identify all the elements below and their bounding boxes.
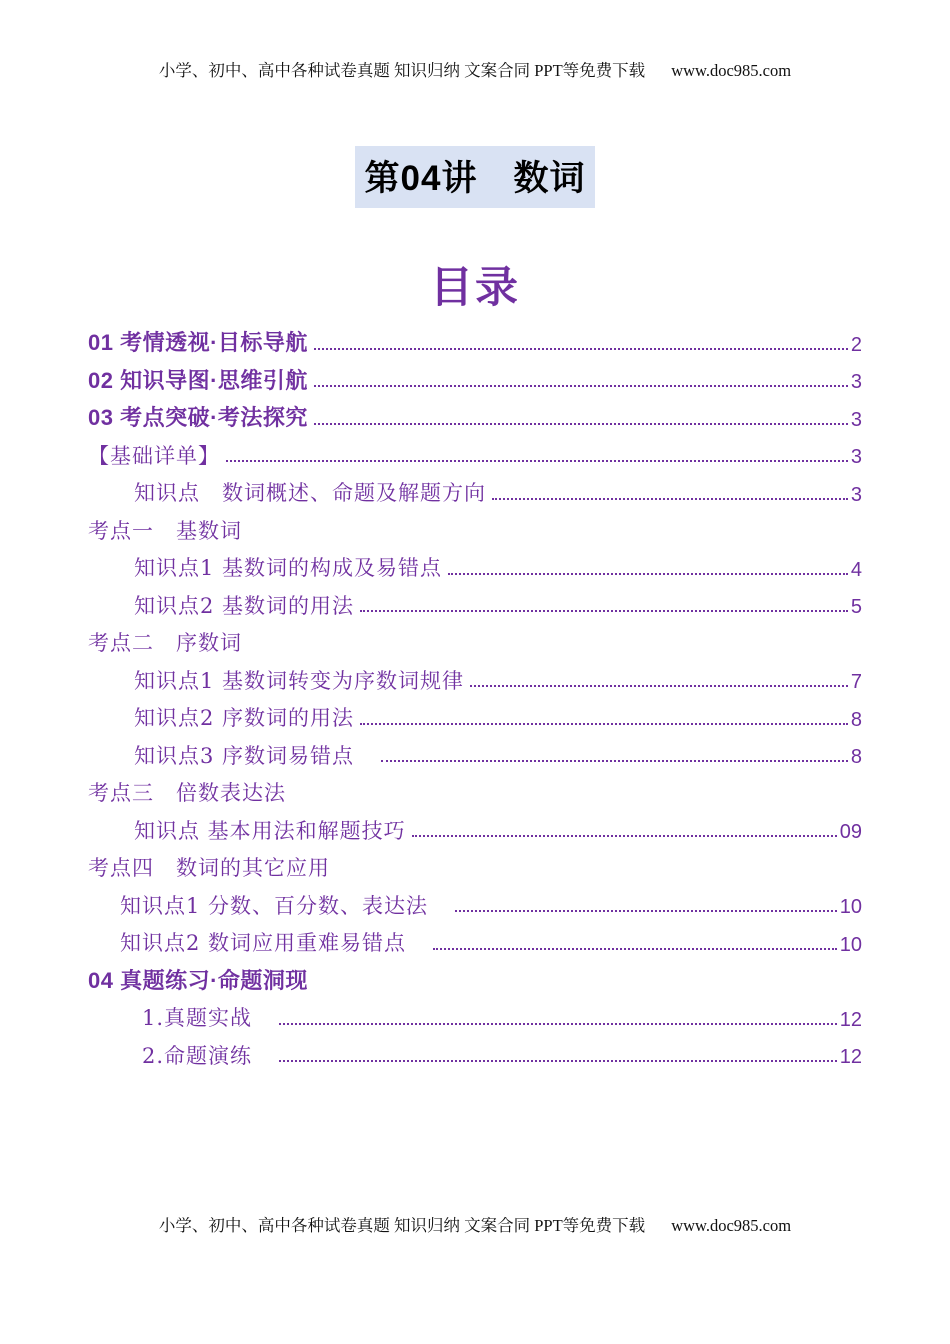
toc-entry[interactable] xyxy=(88,621,862,659)
toc-entry-label: 知识点2 数词应用重难易错点 xyxy=(120,931,407,956)
lesson-title xyxy=(0,146,950,208)
toc-dotted-leader xyxy=(433,948,837,950)
toc-entry[interactable] xyxy=(88,884,862,922)
toc-entry-label: 1.真题实战 xyxy=(142,1006,253,1031)
toc-entry-label: 知识点1 分数、百分数、表达法 xyxy=(120,893,429,918)
page-header xyxy=(0,57,950,81)
toc-page-number: 8 xyxy=(850,708,862,731)
toc-entry[interactable] xyxy=(88,321,862,359)
header-text: 小学、初中、高中各种试卷真题 知识归纳 文案合同 PPT等免费下载 xyxy=(158,61,646,80)
footer-text: 小学、初中、高中各种试卷真题 知识归纳 文案合同 PPT等免费下载 xyxy=(158,1216,646,1235)
toc-page-number: 3 xyxy=(850,371,862,393)
toc-page-number: 3 xyxy=(850,446,862,468)
toc-entry-label: 考点三 倍数表达法 xyxy=(88,781,286,806)
footer-url: www.doc985.com xyxy=(671,1216,792,1235)
toc-entry-label: 04 真题练习·命题洞现 xyxy=(88,967,308,993)
toc-dotted-leader xyxy=(314,348,848,350)
toc-page-number: 3 xyxy=(850,408,862,431)
toc-entry[interactable] xyxy=(88,921,862,959)
toc-entry-label: 知识点1 基数词的构成及易错点 xyxy=(134,556,443,581)
toc-entry-label: 知识点1 基数词转变为序数词规律 xyxy=(134,668,465,693)
toc-dotted-leader xyxy=(455,910,837,912)
toc-page-number: 09 xyxy=(839,821,862,843)
toc-dotted-leader xyxy=(360,610,848,612)
header-url: www.doc985.com xyxy=(671,61,792,80)
toc-entry[interactable] xyxy=(88,584,862,622)
lesson-title-text: 第04讲 数词 xyxy=(355,146,596,208)
page-footer xyxy=(0,1212,950,1236)
toc-entry[interactable] xyxy=(88,396,862,434)
toc-entry[interactable] xyxy=(88,471,862,509)
toc-entry-label: 知识点3 序数词易错点 xyxy=(134,743,355,768)
toc-entry-label: 02 知识导图·思维引航 xyxy=(88,367,308,393)
toc-page-number: 10 xyxy=(839,933,862,956)
toc-entry[interactable] xyxy=(88,809,862,847)
toc-list xyxy=(88,321,862,1071)
toc-entry[interactable] xyxy=(88,846,862,884)
toc-dotted-leader xyxy=(314,385,848,387)
toc-entry-label: 知识点 基本用法和解题技巧 xyxy=(134,818,406,843)
toc-entry-label: 【基础详单】 xyxy=(88,443,220,468)
toc-entry-label: 知识点2 序数词的用法 xyxy=(134,706,355,731)
toc-dotted-leader xyxy=(226,460,848,462)
toc-page-number: 8 xyxy=(850,746,862,768)
toc-page-number: 4 xyxy=(850,558,862,581)
toc-page-number: 12 xyxy=(839,1046,862,1068)
toc-page-number: 7 xyxy=(850,671,862,693)
toc-entry-label: 知识点2 基数词的用法 xyxy=(134,593,355,618)
toc-entry-label: 考点一 基数词 xyxy=(88,518,242,543)
toc-page-number: 3 xyxy=(850,483,862,506)
toc-heading: 目录 xyxy=(430,264,520,312)
toc-entry[interactable] xyxy=(88,959,862,997)
toc-entry[interactable] xyxy=(88,771,862,809)
toc-entry[interactable] xyxy=(88,359,862,397)
toc-entry[interactable] xyxy=(88,659,862,697)
toc-dotted-leader xyxy=(314,423,848,425)
toc-page-number: 10 xyxy=(839,896,862,918)
toc-entry[interactable] xyxy=(88,546,862,584)
toc-page-number: 2 xyxy=(850,333,862,356)
toc-page-number: 12 xyxy=(839,1008,862,1031)
toc-entry[interactable] xyxy=(88,1034,862,1072)
toc-page-number: 5 xyxy=(850,596,862,618)
toc-entry-label: 考点四 数词的其它应用 xyxy=(88,856,330,881)
toc-dotted-leader xyxy=(448,573,848,575)
toc-entry-label: 考点二 序数词 xyxy=(88,631,242,656)
toc-entry[interactable] xyxy=(88,734,862,772)
toc-entry-label: 03 考点突破·考法探究 xyxy=(88,405,308,431)
toc-dotted-leader xyxy=(470,685,848,687)
toc-dotted-leader xyxy=(360,723,848,725)
toc-dotted-leader xyxy=(381,760,848,762)
toc-entry-label: 2.命题演练 xyxy=(142,1043,253,1068)
toc-entry-label: 知识点 数词概述、命题及解题方向 xyxy=(134,481,486,506)
toc-entry-label: 01 考情透视·目标导航 xyxy=(88,330,308,356)
toc-dotted-leader xyxy=(279,1060,837,1062)
toc-dotted-leader xyxy=(412,835,837,837)
toc-entry[interactable] xyxy=(88,696,862,734)
toc-entry[interactable] xyxy=(88,434,862,472)
toc-entry[interactable] xyxy=(88,509,862,547)
toc-entry[interactable] xyxy=(88,996,862,1034)
toc-dotted-leader xyxy=(492,498,848,500)
toc-dotted-leader xyxy=(279,1023,837,1025)
